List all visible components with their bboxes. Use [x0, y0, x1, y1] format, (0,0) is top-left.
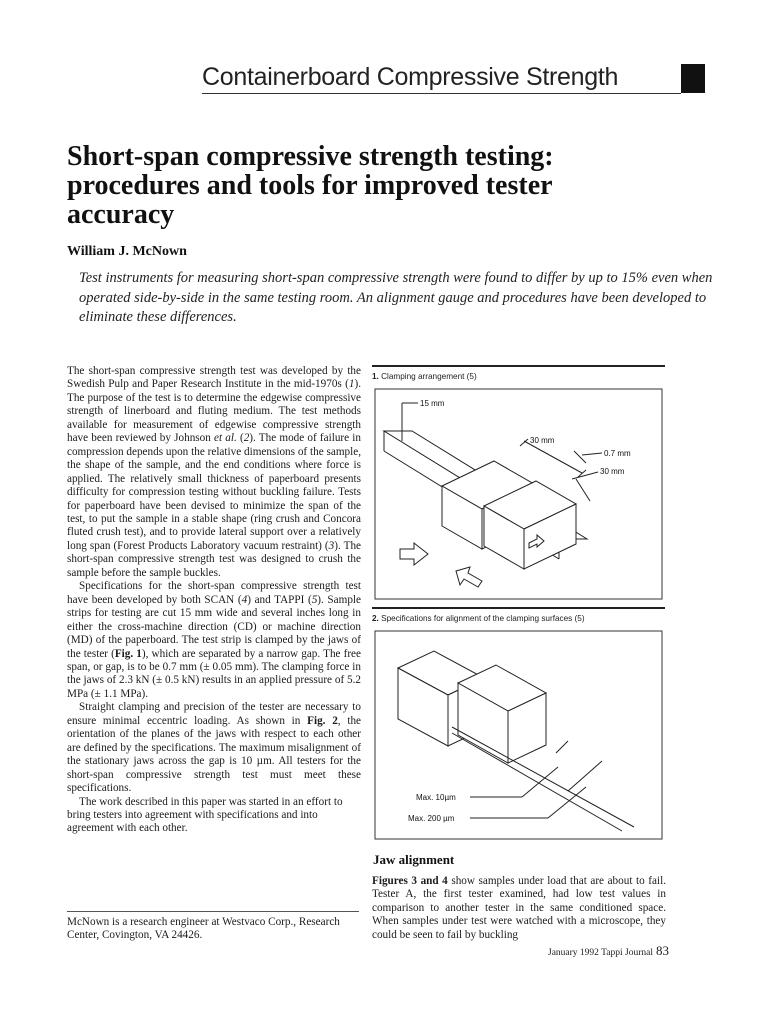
italic-run: 1 [348, 378, 355, 391]
author-name: William J. McNown [67, 244, 187, 259]
author-footnote: McNown is a research engineer at Westvaco Corp., Research Center, Covington, VA 24426. [67, 916, 340, 942]
label-max-200um: Max. 200 µm [408, 814, 455, 823]
italic-run: 4 [241, 593, 248, 606]
abstract: Test instruments for measuring short-span compressive strength were found to differ by up to 15% even when operated side-by-side in the same testing room. An alignment gauge and procedures have been developed to eliminate these differences. [79, 270, 713, 325]
label-30mm-depth: 30 mm [600, 467, 625, 476]
figure-number: 2. [372, 614, 379, 623]
figure-1-drawing [372, 381, 665, 611]
label-30mm-width: 30 mm [530, 436, 555, 445]
body-column-left [67, 365, 361, 836]
label-gap: 0.7 mm [604, 449, 631, 458]
paragraph [372, 875, 666, 942]
caption-text: Clamping arrangement (5) [381, 372, 477, 381]
text-run: ( [236, 432, 244, 445]
paragraph [67, 701, 361, 795]
text-run: ). The mode of failure in compression depends upon the relative dimensions of the sample, the shape of the sample, and the end conditions where force is applied. The relatively small thickness of paperboard presents difficulty for compression testing without buckling failure. Tests for paperboard have been devised to minimize the span of the test, to put the sample in a stable shape (ring crush and Concora fluted crush test), and to provide lateral support over a relatively long span (Forest Products Laboratory vacuum restraint) ( [67, 432, 361, 552]
body-column-right [372, 875, 666, 942]
label-max-10um: Max. 10µm [416, 793, 456, 802]
journal-issue: January 1992 Tappi Journal [548, 948, 653, 958]
section-header-text: Containerboard Compressive Strength [202, 63, 619, 91]
caption-text: Specifications for alignment of the clamping surfaces (5) [381, 614, 585, 623]
paragraph [67, 580, 361, 701]
section-heading-jaw-alignment: Jaw alignment [373, 852, 455, 867]
text-run: Straight clamping and precision of the tester are necessary to ensure minimal eccentric loading. As shown in [67, 701, 361, 727]
figure-number: 1. [372, 372, 379, 381]
text-run: ) and TAPPI ( [247, 593, 312, 606]
text-run: The work described in this paper was started in an effort to bring testers into agreement with specifications and into agreement with each other. [67, 795, 343, 835]
italic-run: et al. [214, 432, 237, 445]
figure-2-caption [372, 614, 665, 623]
figure-2 [372, 607, 665, 841]
paragraph [67, 365, 361, 580]
figure-rule [372, 607, 665, 609]
text-run: The short-span compressive strength test was developed by the Swedish Pulp and Paper Research Institute in the mid-1970s ( [67, 365, 361, 391]
figure-rule [372, 365, 665, 367]
page-footer [548, 943, 669, 959]
paragraph [67, 796, 361, 836]
figure-2-drawing [372, 623, 665, 841]
text-run: , the orientation of the planes of the jaws with respect to each other are defined by the specifications. The maximum misalignment of the stationary jaws across the gap is 10 µm. All testers for the short-span compressive strength test must meet these specifications. [67, 714, 362, 795]
text-run: show samples under load that are about to fail. Tester A, the first tester examined, had low test values in comparison to another tester in the same conditioned space. When samples under test were watched with a microscope, they could be seen to fail by buckling [372, 875, 666, 941]
text-run: ). The short-span compressive strength test was designed to crush the sample before the sample buckles. [67, 539, 362, 579]
bold-run: Fig. 1 [114, 647, 142, 660]
text-run: ), which are separated by a narrow gap. The free span, or gap, is to be 0.7 mm (± 0.05 mm). The clamping force in the jaws of 2.3 kN (± 0.5 kN) results in an applied pressure of 5.2 MPa (± 1.1 MPa). [67, 647, 361, 700]
section-header-rule [202, 93, 681, 94]
text-run: ). Sample strips for testing are cut 15 mm wide and several inches long in either the cross-machine direction (CD) or machine direction (MD) of the paperboard. The test strip is clamped by the jaws of the tester ( [67, 593, 361, 660]
text-run: Specifications for the short-span compressive strength test have been developed by both SCAN ( [67, 580, 361, 606]
footnote-rule [67, 911, 359, 912]
text-run: ). The purpose of the test is to determine the edgewise compressive strength of linerboard and fluting medium. The test methods available for measurement of edgewise compressive strength have been reviewed by Johnson [67, 378, 361, 445]
italic-run: 3 [328, 539, 335, 552]
italic-run: 2 [243, 432, 250, 445]
bold-run: Fig. 2 [307, 714, 338, 727]
section-header-block [681, 64, 705, 93]
bold-run: Figures 3 and 4 [372, 875, 448, 887]
label-15mm: 15 mm [420, 399, 445, 408]
figure-1-caption [372, 372, 665, 381]
figure-1 [372, 365, 665, 611]
section-header [202, 62, 705, 94]
page-number: 83 [655, 943, 669, 958]
article-title: Short-span compressive strength testing: procedures and tools for improved tester accuracy [67, 141, 554, 230]
italic-run: 5 [311, 593, 318, 606]
